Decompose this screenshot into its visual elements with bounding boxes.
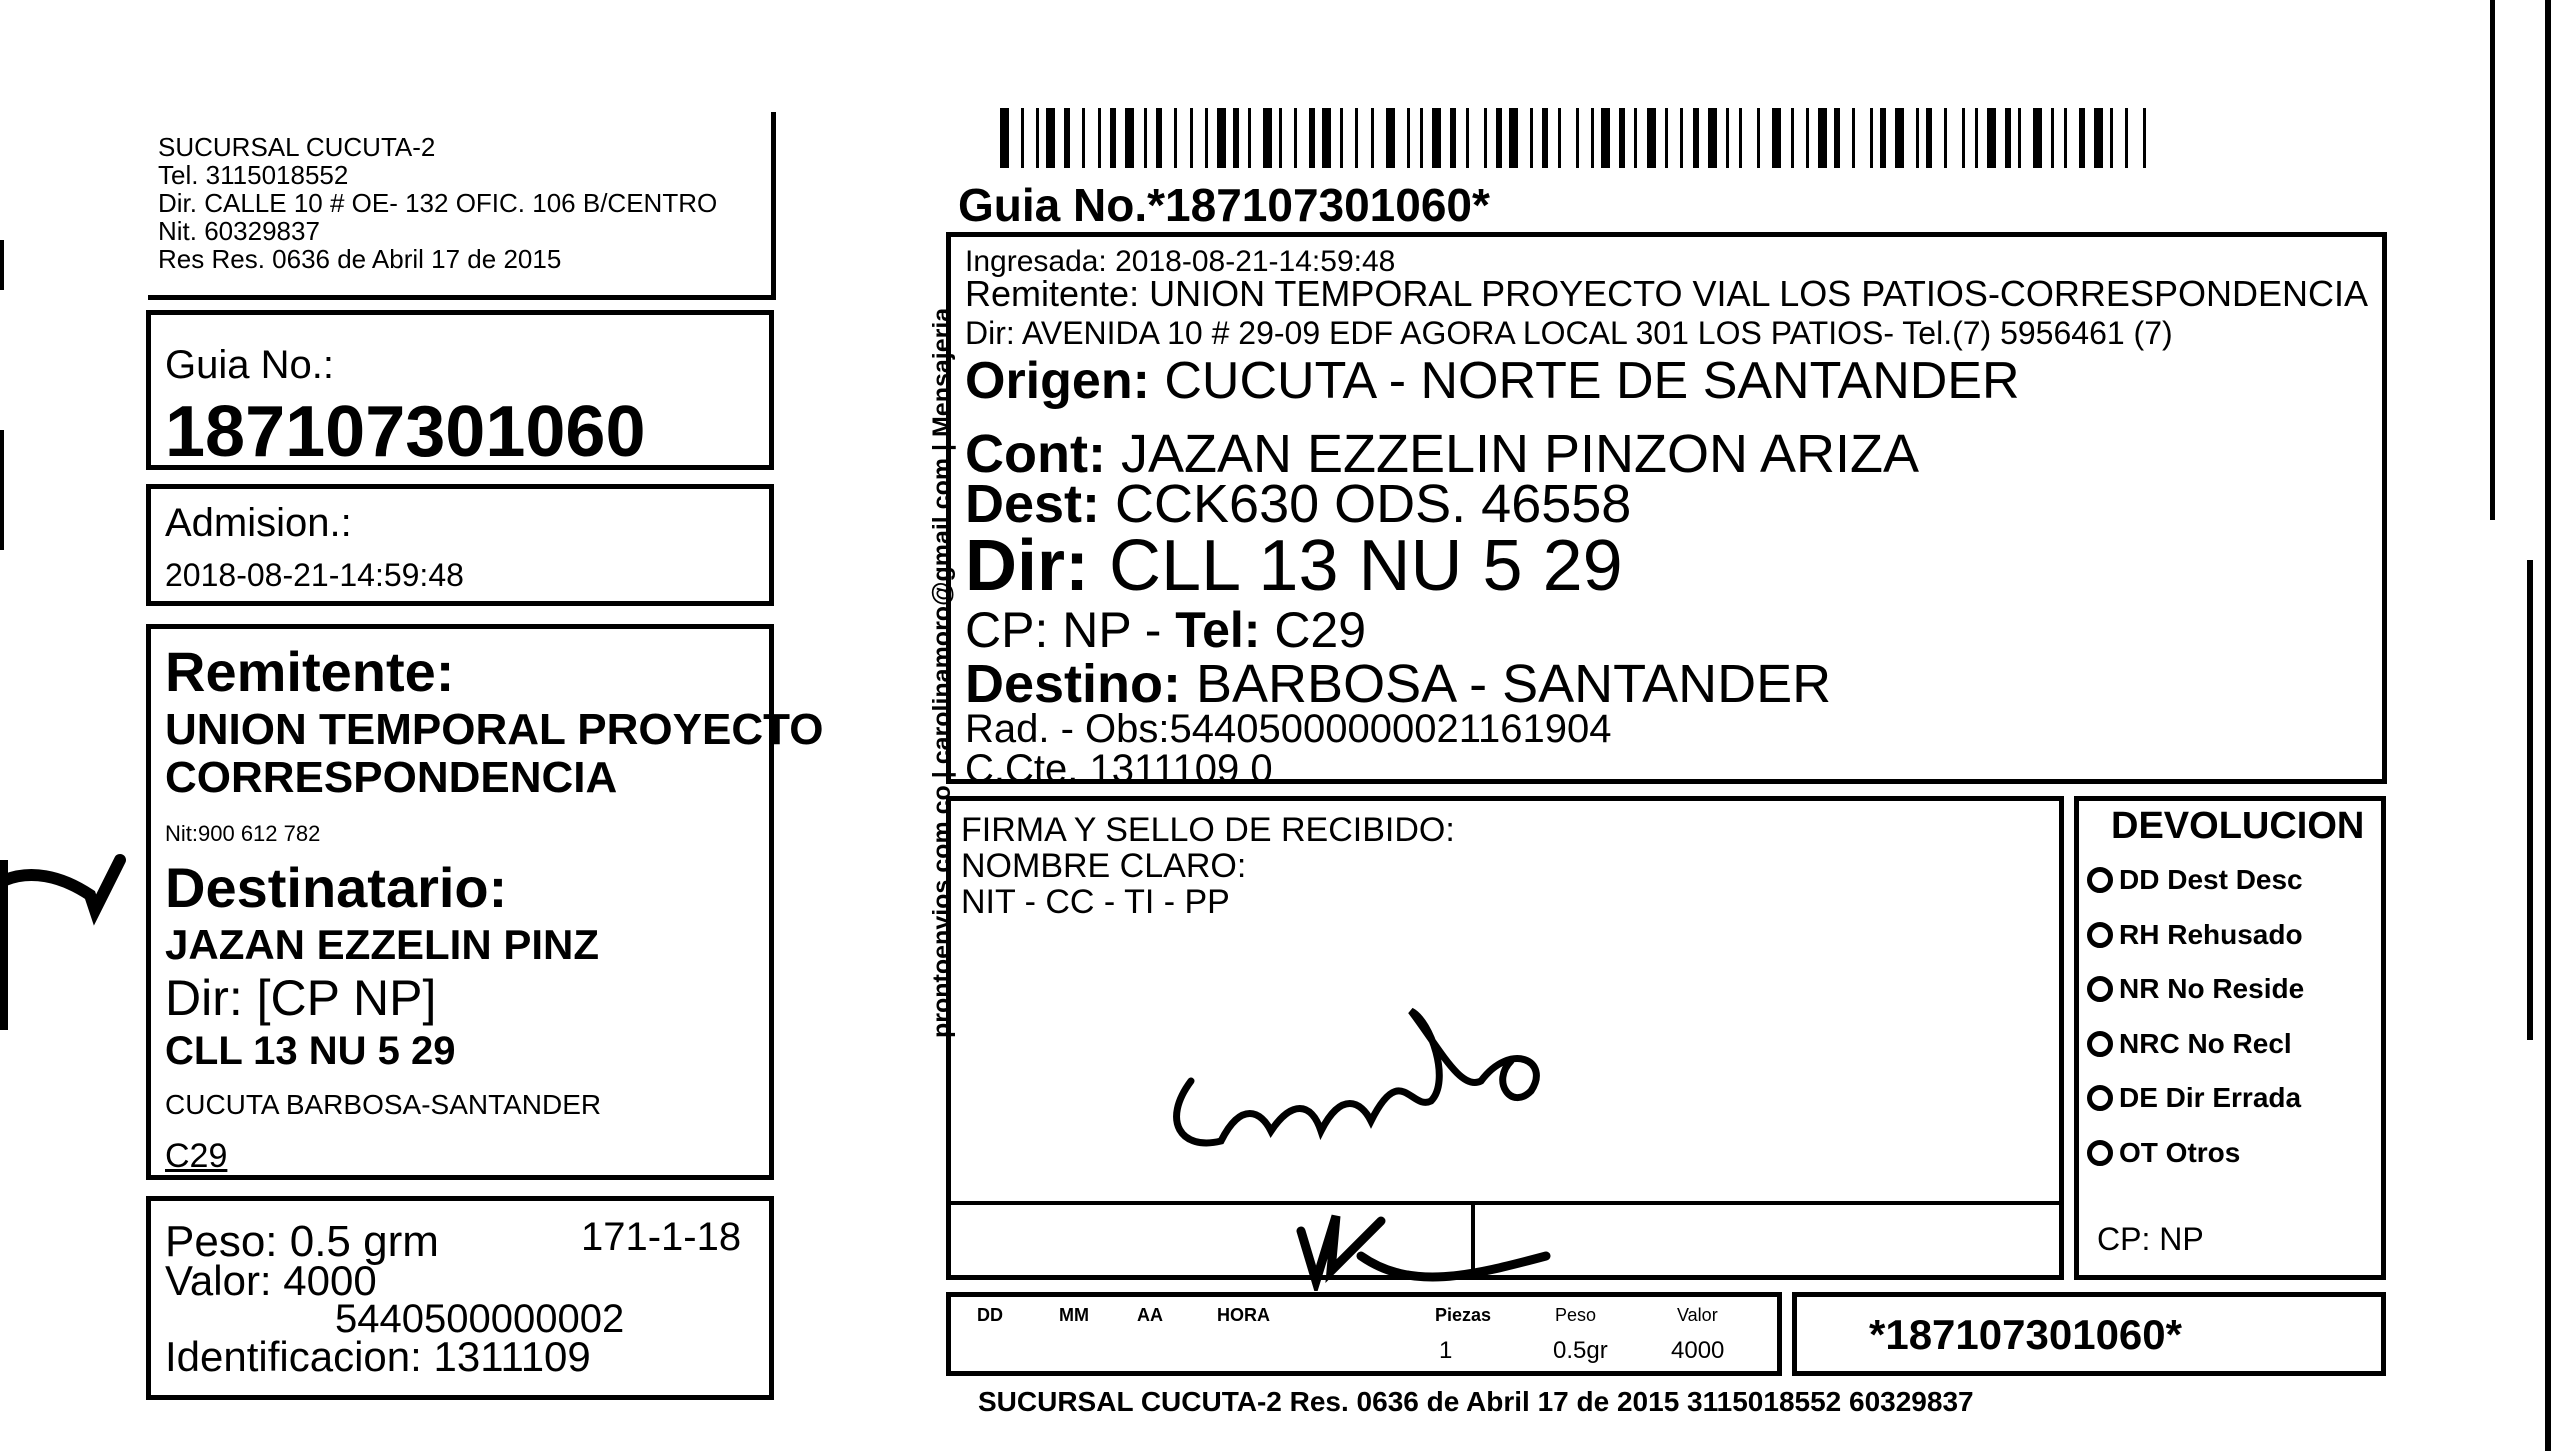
scan-edge-mark	[0, 430, 4, 550]
signature-box	[946, 796, 2064, 1280]
scan-edge-mark	[2527, 560, 2533, 1040]
remitente-address: Dir: AVENIDA 10 # 29-09 EDF AGORA LOCAL 301 LOS PATIOS- Tel.(7) 5956461 (7)	[965, 315, 2173, 351]
remitente-nit: Nit:900 612 782	[165, 821, 321, 846]
devolucion-option-label: NRC No Recl	[2119, 1027, 2292, 1059]
nombre-label: NOMBRE CLARO:	[961, 847, 1247, 885]
firma-label: FIRMA Y SELLO DE RECIBIDO:	[961, 811, 1455, 849]
devolucion-option[interactable]	[2087, 1071, 2304, 1126]
scan-edge-mark	[0, 240, 4, 290]
devolucion-option[interactable]	[2087, 962, 2304, 1017]
destinatario-tel: C29	[165, 1137, 228, 1175]
devolucion-cp: CP: NP	[2097, 1221, 2204, 1257]
guia-number: 187107301060	[165, 392, 646, 472]
header-aa: AA	[1137, 1305, 1163, 1325]
checkbox-circle-icon[interactable]	[2087, 1140, 2113, 1166]
origen-value: CUCUTA - NORTE DE SANTANDER	[1164, 352, 2020, 410]
cuenta-corriente: C.Cte. 1311109 0	[965, 747, 1273, 791]
devolucion-option[interactable]	[2087, 1126, 2304, 1181]
rad-obs: Rad. - Obs:54405000000021161904	[965, 707, 1612, 751]
route-code: 171-1-18	[581, 1215, 742, 1259]
id-type-label: NIT - CC - TI - PP	[961, 883, 1230, 921]
header-mm: MM	[1059, 1305, 1089, 1325]
origen-label: Origen:	[965, 352, 1150, 410]
barcode-text-box	[1792, 1292, 2386, 1376]
sucursal-resolution: Res Res. 0636 de Abril 17 de 2015	[158, 244, 562, 274]
destinatario-name: JAZAN EZZELIN PINZ	[165, 921, 600, 968]
handwritten-signature	[1151, 1001, 1611, 1291]
dir-label: Dir:	[965, 526, 1089, 606]
checkbox-circle-icon[interactable]	[2087, 976, 2113, 1002]
reference-number: 5440500000002	[335, 1297, 625, 1341]
valor-value: Valor: 4000	[165, 1257, 377, 1304]
header-hora: HORA	[1217, 1305, 1270, 1325]
ink-mark	[0, 840, 130, 930]
barcode	[1000, 108, 2160, 168]
checkbox-circle-icon[interactable]	[2087, 867, 2113, 893]
devolucion-option[interactable]	[2087, 1017, 2304, 1072]
dir-value: CLL 13 NU 5 29	[1109, 526, 1623, 606]
guia-box	[146, 310, 774, 470]
remitente-label: Remitente:	[165, 640, 455, 703]
admision-label: Admision.:	[165, 501, 352, 545]
destino-label: Destino:	[965, 654, 1181, 714]
barcode-text: *187107301060*	[1869, 1311, 2182, 1358]
devolucion-box	[2074, 796, 2386, 1280]
devolucion-option[interactable]	[2087, 853, 2304, 908]
shipment-info-box	[946, 232, 2386, 791]
cont-label: Cont:	[965, 424, 1106, 484]
sucursal-name: SUCURSAL CUCUTA-2	[158, 132, 436, 162]
cont-value: JAZAN EZZELIN PINZON ARIZA	[1120, 424, 1920, 484]
admision-date: 2018-08-21-14:59:48	[165, 557, 464, 593]
sucursal-nit: Nit. 60329837	[158, 216, 320, 246]
sucursal-address: Dir. CALLE 10 # OE- 132 OFIC. 106 B/CENTRO	[158, 188, 718, 218]
destinatario-label: Destinatario:	[165, 856, 508, 919]
devolucion-options	[2087, 853, 2304, 1180]
destinatario-city: CUCUTA BARBOSA-SANTANDER	[165, 1089, 602, 1120]
checkbox-circle-icon[interactable]	[2087, 922, 2113, 948]
destino-value: BARBOSA - SANTANDER	[1196, 654, 1832, 714]
admision-box	[146, 484, 774, 606]
destinatario-dir: Dir: [CP NP]	[165, 970, 437, 1026]
vertical-contact-text: prontoenvios.com.co | carolinamoro@gmail.com | Mensajeria	[928, 307, 956, 1038]
devolucion-title: DEVOLUCION	[2111, 805, 2365, 847]
devolucion-option-label: NR No Reside	[2119, 973, 2305, 1004]
remitente-full: Remitente: UNION TEMPORAL PROYECTO VIAL LOS PATIOS-CORRESPONDENCIA	[965, 273, 2368, 314]
identificacion-value: Identificacion: 1311109	[165, 1333, 591, 1380]
checkbox-circle-icon[interactable]	[2087, 1085, 2113, 1111]
remitente-line1: UNION TEMPORAL PROYECTO	[165, 705, 824, 754]
devolucion-option-label: OT Otros	[2119, 1136, 2241, 1168]
peso-value: Peso: 0.5 grm	[165, 1217, 439, 1266]
checkbox-circle-icon[interactable]	[2087, 1031, 2113, 1057]
sucursal-box	[148, 112, 776, 300]
scan-edge-mark	[2545, 0, 2551, 1451]
cp-value: CP: NP -	[965, 602, 1176, 658]
totals-box	[146, 1196, 774, 1400]
dest-value: CCK630 ODS. 46558	[1115, 474, 1632, 534]
remitente-line2: CORRESPONDENCIA	[165, 753, 618, 802]
piezas-value: 1	[1439, 1337, 1453, 1364]
peso-value-small: 0.5gr	[1553, 1337, 1608, 1364]
recipient-box	[146, 624, 824, 1180]
guia-title: Guia No.*187107301060*	[958, 179, 1490, 231]
scan-edge-mark	[2490, 0, 2495, 520]
devolucion-option-label: RH Rehusado	[2119, 918, 2303, 950]
header-dd: DD	[977, 1305, 1003, 1325]
header-piezas: Piezas	[1435, 1305, 1492, 1325]
ingresada: Ingresada: 2018-08-21-14:59:48	[965, 245, 1396, 278]
header-peso: Peso	[1555, 1305, 1597, 1325]
footer-text: SUCURSAL CUCUTA-2 Res. 0636 de Abril 17 de 2015 3115018552 60329837	[978, 1386, 1974, 1417]
box-right-border	[2382, 232, 2387, 784]
header-valor: Valor	[1677, 1305, 1718, 1325]
guia-label: Guia No.:	[165, 343, 334, 387]
delivery-date-box	[946, 1292, 1782, 1376]
valor-value-small: 4000	[1671, 1337, 1725, 1364]
sucursal-tel: Tel. 3115018552	[158, 160, 349, 190]
devolucion-option-label: DE Dir Errada	[2119, 1082, 2302, 1113]
devolucion-option[interactable]	[2087, 908, 2304, 963]
destinatario-address: CLL 13 NU 5 29	[165, 1029, 456, 1073]
dest-label: Dest:	[965, 474, 1101, 534]
tel-label: Tel:	[1175, 602, 1261, 658]
devolucion-option-label: DD Dest Desc	[2119, 864, 2303, 895]
tel-value: C29	[1274, 602, 1367, 658]
